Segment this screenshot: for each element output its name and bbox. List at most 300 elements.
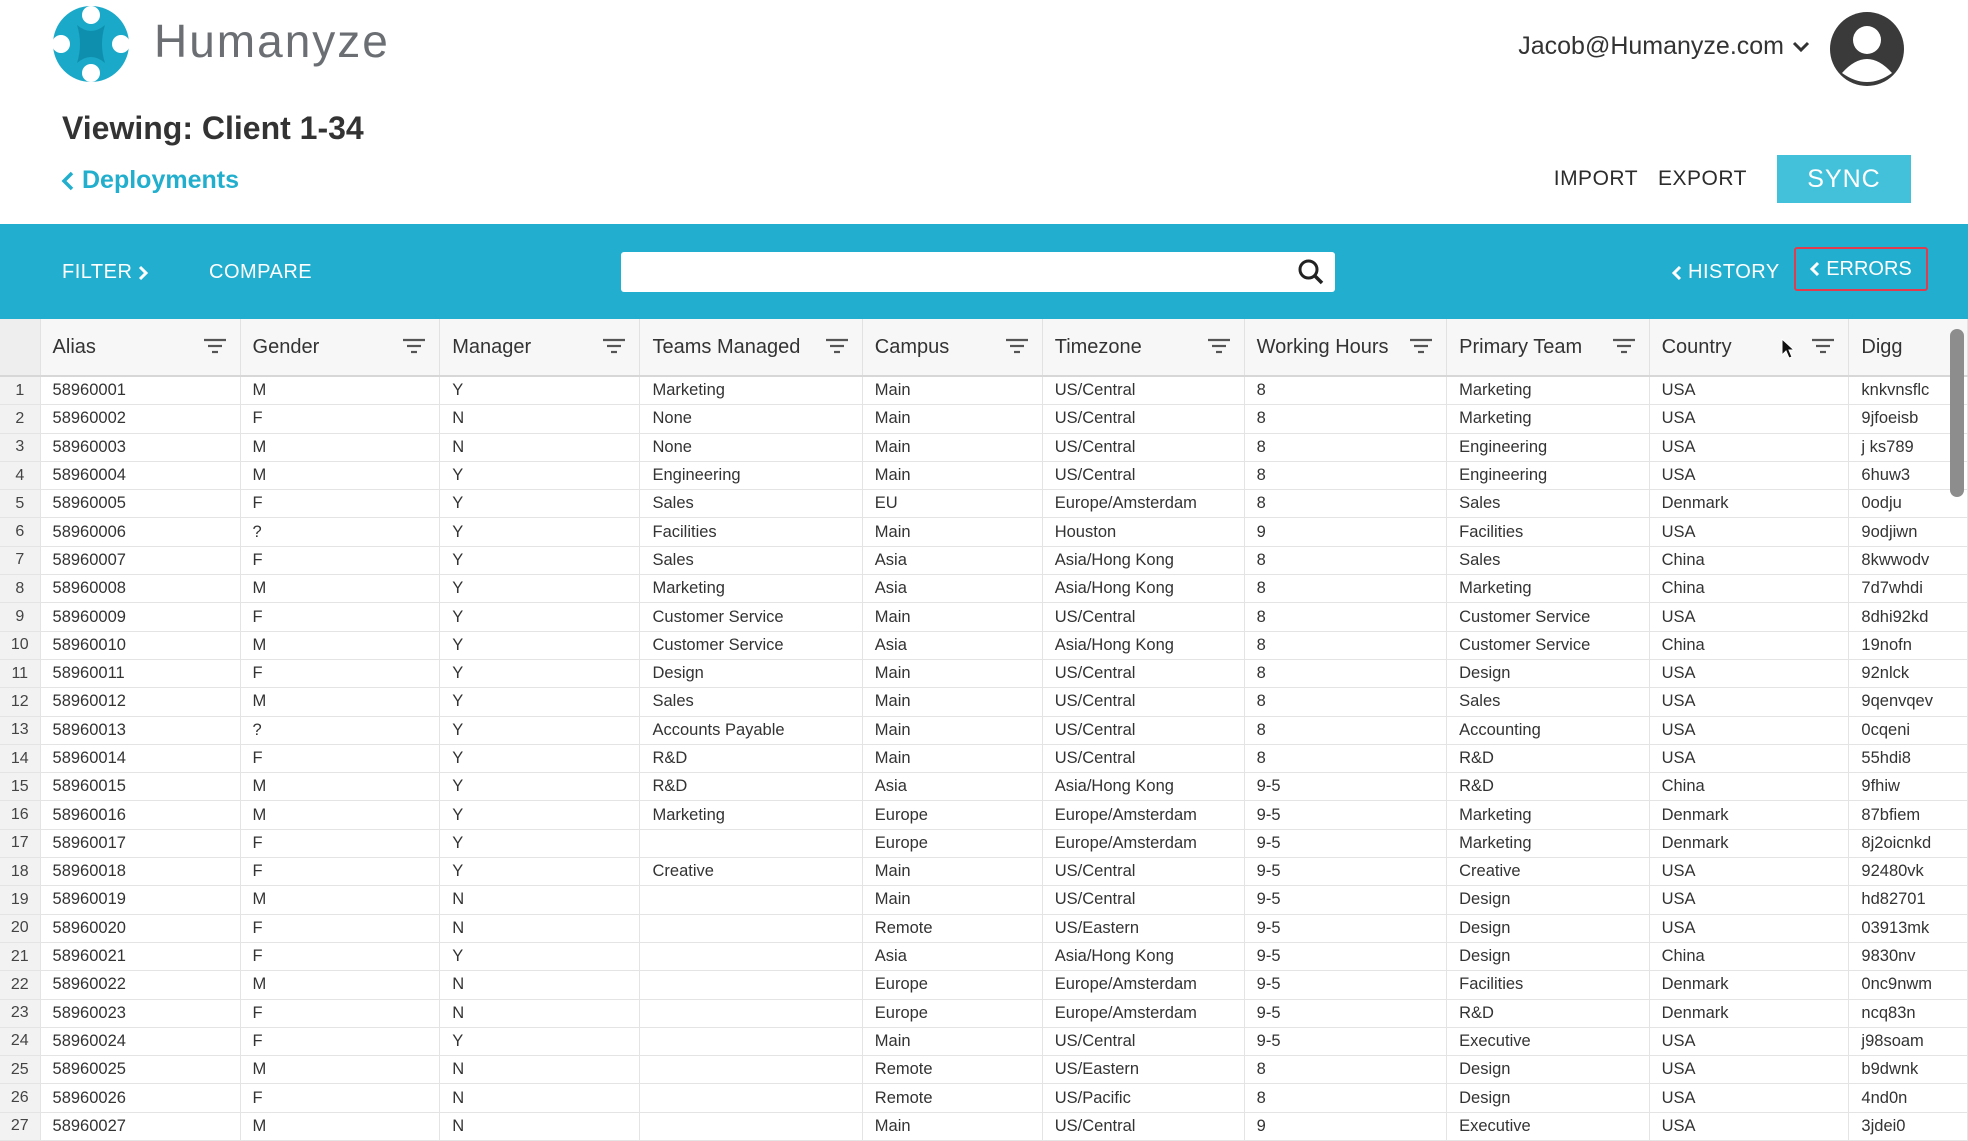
table-cell[interactable]: M <box>240 376 440 405</box>
table-cell[interactable]: 8 <box>1244 716 1446 744</box>
table-cell[interactable]: USA <box>1649 1084 1849 1112</box>
table-cell[interactable]: US/Central <box>1042 858 1244 886</box>
table-cell[interactable]: F <box>240 999 440 1027</box>
table-cell[interactable]: 7d7whdi <box>1849 575 1968 603</box>
table-cell[interactable]: Y <box>440 858 640 886</box>
table-cell[interactable]: 55hdi8 <box>1849 744 1968 772</box>
table-cell[interactable]: Asia/Hong Kong <box>1042 942 1244 970</box>
table-cell[interactable]: N <box>440 971 640 999</box>
table-cell[interactable]: US/Central <box>1042 405 1244 433</box>
table-cell[interactable]: 58960018 <box>40 858 240 886</box>
import-button[interactable]: IMPORT <box>1553 167 1639 190</box>
table-cell[interactable]: N <box>440 914 640 942</box>
table-cell[interactable]: Executive <box>1447 1027 1649 1055</box>
table-cell[interactable]: 9odjiwn <box>1849 518 1968 546</box>
table-cell[interactable] <box>640 1027 862 1055</box>
table-cell[interactable]: Customer Service <box>1447 603 1649 631</box>
table-cell[interactable]: Denmark <box>1649 999 1849 1027</box>
table-cell[interactable]: R&D <box>640 744 862 772</box>
filter-lines-icon[interactable] <box>1410 338 1432 354</box>
table-cell[interactable] <box>640 1084 862 1112</box>
table-cell[interactable]: Asia <box>862 546 1042 574</box>
table-row[interactable] <box>0 971 1968 999</box>
table-cell[interactable]: 0nc9nwm <box>1849 971 1968 999</box>
table-cell[interactable]: Executive <box>1447 1112 1649 1140</box>
table-cell[interactable]: China <box>1649 942 1849 970</box>
table-cell[interactable]: US/Pacific <box>1042 1084 1244 1112</box>
table-cell[interactable]: 9-5 <box>1244 1027 1446 1055</box>
table-cell[interactable]: Sales <box>1447 688 1649 716</box>
table-row[interactable] <box>0 631 1968 659</box>
table-cell[interactable]: M <box>240 1056 440 1084</box>
table-cell[interactable]: Design <box>1447 1084 1649 1112</box>
table-cell[interactable]: Y <box>440 518 640 546</box>
table-cell[interactable]: F <box>240 405 440 433</box>
table-cell[interactable]: 8 <box>1244 659 1446 687</box>
table-cell[interactable] <box>640 886 862 914</box>
table-cell[interactable]: US/Central <box>1042 716 1244 744</box>
table-row[interactable] <box>0 801 1968 829</box>
table-cell[interactable]: Y <box>440 376 640 405</box>
table-cell[interactable] <box>640 829 862 857</box>
table-cell[interactable]: Design <box>1447 942 1649 970</box>
table-cell[interactable]: 4nd0n <box>1849 1084 1968 1112</box>
table-cell[interactable]: 58960007 <box>40 546 240 574</box>
table-cell[interactable]: USA <box>1649 914 1849 942</box>
table-cell[interactable]: Sales <box>1447 546 1649 574</box>
table-cell[interactable]: USA <box>1649 376 1849 405</box>
table-cell[interactable]: 8 <box>1244 546 1446 574</box>
table-cell[interactable]: Main <box>862 518 1042 546</box>
table-cell[interactable]: F <box>240 603 440 631</box>
table-cell[interactable]: US/Central <box>1042 688 1244 716</box>
table-cell[interactable]: 3jdei0 <box>1849 1112 1968 1140</box>
table-cell[interactable]: Y <box>440 631 640 659</box>
column-header[interactable] <box>440 319 640 376</box>
table-row[interactable] <box>0 433 1968 461</box>
table-cell[interactable]: Y <box>440 773 640 801</box>
table-cell[interactable]: 0odju <box>1849 490 1968 518</box>
table-cell[interactable]: R&D <box>1447 744 1649 772</box>
table-cell[interactable]: US/Central <box>1042 461 1244 489</box>
table-cell[interactable]: Europe <box>862 829 1042 857</box>
table-cell[interactable]: Main <box>862 603 1042 631</box>
table-cell[interactable]: None <box>640 405 862 433</box>
table-cell[interactable]: Accounting <box>1447 716 1649 744</box>
table-cell[interactable]: Main <box>862 376 1042 405</box>
column-header[interactable] <box>862 319 1042 376</box>
table-cell[interactable]: F <box>240 829 440 857</box>
table-row[interactable] <box>0 518 1968 546</box>
table-cell[interactable]: R&D <box>1447 999 1649 1027</box>
table-cell[interactable]: 8 <box>1244 631 1446 659</box>
table-cell[interactable]: USA <box>1649 886 1849 914</box>
table-cell[interactable]: Europe/Amsterdam <box>1042 999 1244 1027</box>
table-cell[interactable]: 58960024 <box>40 1027 240 1055</box>
column-header[interactable] <box>240 319 440 376</box>
table-cell[interactable]: 9-5 <box>1244 971 1446 999</box>
table-row[interactable] <box>0 575 1968 603</box>
column-header[interactable] <box>640 319 862 376</box>
table-cell[interactable]: Facilities <box>1447 518 1649 546</box>
table-cell[interactable]: knkvnsflc <box>1849 376 1968 405</box>
sync-button[interactable]: SYNC <box>1777 155 1911 203</box>
table-cell[interactable]: Asia <box>862 575 1042 603</box>
table-cell[interactable]: Creative <box>640 858 862 886</box>
table-cell[interactable]: F <box>240 914 440 942</box>
table-cell[interactable]: USA <box>1649 659 1849 687</box>
table-cell[interactable]: F <box>240 744 440 772</box>
table-cell[interactable]: Europe <box>862 971 1042 999</box>
table-cell[interactable]: R&D <box>1447 773 1649 801</box>
table-cell[interactable]: M <box>240 433 440 461</box>
table-cell[interactable]: Marketing <box>640 575 862 603</box>
table-cell[interactable]: 9-5 <box>1244 999 1446 1027</box>
table-cell[interactable] <box>640 1112 862 1140</box>
table-cell[interactable]: USA <box>1649 433 1849 461</box>
table-row[interactable] <box>0 886 1968 914</box>
filter-lines-icon[interactable] <box>826 338 848 354</box>
table-cell[interactable]: US/Eastern <box>1042 1056 1244 1084</box>
table-cell[interactable]: 8 <box>1244 405 1446 433</box>
table-row[interactable] <box>0 1027 1968 1055</box>
table-cell[interactable]: Asia <box>862 773 1042 801</box>
table-cell[interactable]: M <box>240 886 440 914</box>
table-cell[interactable]: Y <box>440 1027 640 1055</box>
table-cell[interactable]: M <box>240 801 440 829</box>
table-cell[interactable]: 9-5 <box>1244 942 1446 970</box>
table-cell[interactable]: M <box>240 971 440 999</box>
table-cell[interactable]: 92nlck <box>1849 659 1968 687</box>
table-row[interactable] <box>0 405 1968 433</box>
table-cell[interactable]: USA <box>1649 1112 1849 1140</box>
table-cell[interactable]: USA <box>1649 688 1849 716</box>
table-cell[interactable]: N <box>440 886 640 914</box>
history-button[interactable] <box>1672 261 1780 284</box>
table-cell[interactable]: Design <box>1447 914 1649 942</box>
table-cell[interactable]: 58960021 <box>40 942 240 970</box>
table-cell[interactable]: F <box>240 659 440 687</box>
table-row[interactable] <box>0 1056 1968 1084</box>
table-cell[interactable]: 58960016 <box>40 801 240 829</box>
table-cell[interactable]: Europe/Amsterdam <box>1042 490 1244 518</box>
column-header[interactable] <box>1649 319 1849 376</box>
table-cell[interactable] <box>640 999 862 1027</box>
table-cell[interactable]: US/Central <box>1042 603 1244 631</box>
table-cell[interactable]: Marketing <box>1447 376 1649 405</box>
table-cell[interactable]: US/Central <box>1042 886 1244 914</box>
table-cell[interactable]: Europe/Amsterdam <box>1042 971 1244 999</box>
table-cell[interactable]: 58960001 <box>40 376 240 405</box>
table-cell[interactable]: Marketing <box>640 376 862 405</box>
table-cell[interactable]: Main <box>862 405 1042 433</box>
table-cell[interactable]: Main <box>862 1027 1042 1055</box>
table-cell[interactable]: China <box>1649 575 1849 603</box>
table-cell[interactable]: N <box>440 1056 640 1084</box>
table-cell[interactable]: F <box>240 546 440 574</box>
table-row[interactable] <box>0 858 1968 886</box>
table-cell[interactable]: 58960006 <box>40 518 240 546</box>
table-cell[interactable]: Sales <box>1447 490 1649 518</box>
table-cell[interactable]: 8 <box>1244 1084 1446 1112</box>
table-cell[interactable]: 58960015 <box>40 773 240 801</box>
table-cell[interactable]: USA <box>1649 1027 1849 1055</box>
table-cell[interactable]: Y <box>440 490 640 518</box>
table-cell[interactable]: 8 <box>1244 433 1446 461</box>
table-cell[interactable]: M <box>240 1112 440 1140</box>
table-cell[interactable]: 58960022 <box>40 971 240 999</box>
table-cell[interactable]: Remote <box>862 914 1042 942</box>
table-cell[interactable]: F <box>240 490 440 518</box>
table-cell[interactable]: USA <box>1649 744 1849 772</box>
table-cell[interactable]: Customer Service <box>640 631 862 659</box>
table-cell[interactable]: 58960026 <box>40 1084 240 1112</box>
table-cell[interactable]: 19nofn <box>1849 631 1968 659</box>
table-cell[interactable]: Main <box>862 858 1042 886</box>
table-cell[interactable]: 8dhi92kd <box>1849 603 1968 631</box>
table-cell[interactable]: 58960014 <box>40 744 240 772</box>
table-cell[interactable]: 58960010 <box>40 631 240 659</box>
table-cell[interactable]: US/Eastern <box>1042 914 1244 942</box>
filter-lines-icon[interactable] <box>1812 338 1834 354</box>
table-row[interactable] <box>0 744 1968 772</box>
table-cell[interactable]: b9dwnk <box>1849 1056 1968 1084</box>
table-cell[interactable]: Y <box>440 603 640 631</box>
table-cell[interactable]: US/Central <box>1042 376 1244 405</box>
table-row[interactable] <box>0 688 1968 716</box>
table-cell[interactable]: F <box>240 942 440 970</box>
table-row[interactable] <box>0 999 1968 1027</box>
table-cell[interactable]: Sales <box>640 490 862 518</box>
table-cell[interactable]: Facilities <box>1447 971 1649 999</box>
table-cell[interactable]: USA <box>1649 603 1849 631</box>
table-cell[interactable]: Main <box>862 716 1042 744</box>
table-cell[interactable]: F <box>240 1084 440 1112</box>
table-cell[interactable]: Asia/Hong Kong <box>1042 575 1244 603</box>
table-cell[interactable]: 6huw3 <box>1849 461 1968 489</box>
table-cell[interactable]: US/Central <box>1042 1112 1244 1140</box>
table-cell[interactable]: Remote <box>862 1084 1042 1112</box>
table-cell[interactable]: j ks789 <box>1849 433 1968 461</box>
table-cell[interactable]: Asia <box>862 942 1042 970</box>
table-cell[interactable]: Design <box>640 659 862 687</box>
table-cell[interactable]: 8 <box>1244 688 1446 716</box>
table-cell[interactable]: Denmark <box>1649 490 1849 518</box>
table-cell[interactable]: 58960009 <box>40 603 240 631</box>
table-cell[interactable]: 92480vk <box>1849 858 1968 886</box>
table-cell[interactable]: R&D <box>640 773 862 801</box>
user-avatar-icon[interactable] <box>1829 11 1905 87</box>
export-button[interactable]: EXPORT <box>1658 167 1747 190</box>
table-cell[interactable] <box>640 942 862 970</box>
table-cell[interactable]: 8 <box>1244 376 1446 405</box>
table-cell[interactable]: 8 <box>1244 490 1446 518</box>
table-cell[interactable]: None <box>640 433 862 461</box>
table-cell[interactable]: Y <box>440 461 640 489</box>
table-cell[interactable]: US/Central <box>1042 1027 1244 1055</box>
table-cell[interactable]: Creative <box>1447 858 1649 886</box>
humanyze-logo-icon[interactable] <box>47 5 135 83</box>
table-cell[interactable]: Main <box>862 659 1042 687</box>
table-cell[interactable]: 58960003 <box>40 433 240 461</box>
table-cell[interactable]: N <box>440 1084 640 1112</box>
table-cell[interactable]: Remote <box>862 1056 1042 1084</box>
table-cell[interactable]: Main <box>862 461 1042 489</box>
table-cell[interactable]: 9-5 <box>1244 914 1446 942</box>
table-cell[interactable] <box>640 1056 862 1084</box>
table-cell[interactable]: N <box>440 433 640 461</box>
table-cell[interactable]: 58960013 <box>40 716 240 744</box>
table-cell[interactable]: Asia <box>862 631 1042 659</box>
table-cell[interactable]: Europe/Amsterdam <box>1042 829 1244 857</box>
table-cell[interactable]: Main <box>862 688 1042 716</box>
search-input[interactable] <box>629 254 1273 292</box>
table-cell[interactable]: M <box>240 773 440 801</box>
table-cell[interactable]: 8 <box>1244 461 1446 489</box>
table-cell[interactable]: Design <box>1447 659 1649 687</box>
table-cell[interactable]: Asia/Hong Kong <box>1042 631 1244 659</box>
table-cell[interactable]: US/Central <box>1042 659 1244 687</box>
table-cell[interactable]: Y <box>440 575 640 603</box>
table-cell[interactable]: Denmark <box>1649 801 1849 829</box>
table-row[interactable] <box>0 1084 1968 1112</box>
table-row[interactable] <box>0 461 1968 489</box>
table-row[interactable] <box>0 773 1968 801</box>
table-row[interactable] <box>0 546 1968 574</box>
column-header[interactable] <box>40 319 240 376</box>
table-row[interactable] <box>0 376 1968 405</box>
filter-lines-icon[interactable] <box>1208 338 1230 354</box>
table-cell[interactable]: 03913mk <box>1849 914 1968 942</box>
table-cell[interactable]: F <box>240 1027 440 1055</box>
table-cell[interactable]: USA <box>1649 405 1849 433</box>
table-cell[interactable]: Main <box>862 1112 1042 1140</box>
table-cell[interactable]: Accounts Payable <box>640 716 862 744</box>
table-cell[interactable]: 8 <box>1244 575 1446 603</box>
table-cell[interactable]: ncq83n <box>1849 999 1968 1027</box>
table-cell[interactable]: 9qenvqev <box>1849 688 1968 716</box>
table-cell[interactable]: Houston <box>1042 518 1244 546</box>
table-cell[interactable]: EU <box>862 490 1042 518</box>
table-cell[interactable]: N <box>440 405 640 433</box>
table-row[interactable] <box>0 829 1968 857</box>
table-cell[interactable]: Y <box>440 829 640 857</box>
table-cell[interactable]: China <box>1649 773 1849 801</box>
table-cell[interactable]: China <box>1649 631 1849 659</box>
table-cell[interactable]: Customer Service <box>1447 631 1649 659</box>
table-cell[interactable]: F <box>240 858 440 886</box>
table-row[interactable] <box>0 716 1968 744</box>
table-cell[interactable]: Y <box>440 716 640 744</box>
table-cell[interactable]: Y <box>440 942 640 970</box>
table-cell[interactable]: j98soam <box>1849 1027 1968 1055</box>
table-cell[interactable]: Facilities <box>640 518 862 546</box>
table-cell[interactable]: USA <box>1649 518 1849 546</box>
table-cell[interactable]: Asia/Hong Kong <box>1042 773 1244 801</box>
table-cell[interactable]: USA <box>1649 1056 1849 1084</box>
deployments-back-link[interactable] <box>62 166 239 195</box>
table-cell[interactable]: M <box>240 688 440 716</box>
table-cell[interactable]: 58960012 <box>40 688 240 716</box>
table-cell[interactable]: Main <box>862 886 1042 914</box>
table-cell[interactable]: Marketing <box>1447 801 1649 829</box>
table-cell[interactable]: USA <box>1649 716 1849 744</box>
table-cell[interactable] <box>640 914 862 942</box>
table-cell[interactable]: Sales <box>640 546 862 574</box>
table-cell[interactable]: Main <box>862 433 1042 461</box>
errors-button[interactable] <box>1794 247 1928 291</box>
table-cell[interactable]: Marketing <box>1447 829 1649 857</box>
table-cell[interactable]: US/Central <box>1042 433 1244 461</box>
table-cell[interactable]: Denmark <box>1649 971 1849 999</box>
table-cell[interactable]: China <box>1649 546 1849 574</box>
column-header[interactable] <box>1447 319 1649 376</box>
table-cell[interactable]: Engineering <box>1447 461 1649 489</box>
filter-lines-icon[interactable] <box>1006 338 1028 354</box>
table-cell[interactable]: 8 <box>1244 1056 1446 1084</box>
table-cell[interactable]: 9fhiw <box>1849 773 1968 801</box>
table-cell[interactable]: Europe <box>862 999 1042 1027</box>
table-cell[interactable]: Y <box>440 688 640 716</box>
compare-button[interactable]: COMPARE <box>209 261 313 283</box>
table-cell[interactable]: 87bfiem <box>1849 801 1968 829</box>
table-cell[interactable]: 9-5 <box>1244 773 1446 801</box>
table-cell[interactable]: Y <box>440 546 640 574</box>
table-cell[interactable]: USA <box>1649 858 1849 886</box>
table-row[interactable] <box>0 490 1968 518</box>
table-row[interactable] <box>0 1112 1968 1140</box>
table-cell[interactable]: Marketing <box>1447 575 1649 603</box>
table-row[interactable] <box>0 659 1968 687</box>
table-cell[interactable]: Europe <box>862 801 1042 829</box>
filter-lines-icon[interactable] <box>403 338 425 354</box>
table-cell[interactable]: 8 <box>1244 744 1446 772</box>
table-cell[interactable]: ? <box>240 518 440 546</box>
table-cell[interactable]: hd82701 <box>1849 886 1968 914</box>
table-cell[interactable]: USA <box>1649 461 1849 489</box>
table-cell[interactable]: 9 <box>1244 1112 1446 1140</box>
table-cell[interactable]: 58960023 <box>40 999 240 1027</box>
table-cell[interactable]: 9-5 <box>1244 886 1446 914</box>
table-cell[interactable]: Marketing <box>1447 405 1649 433</box>
table-cell[interactable]: Design <box>1447 1056 1649 1084</box>
table-cell[interactable]: Main <box>862 744 1042 772</box>
table-cell[interactable]: M <box>240 575 440 603</box>
table-cell[interactable]: 58960025 <box>40 1056 240 1084</box>
filter-lines-icon[interactable] <box>1613 338 1635 354</box>
table-cell[interactable]: ? <box>240 716 440 744</box>
table-row[interactable] <box>0 942 1968 970</box>
column-header[interactable] <box>1244 319 1446 376</box>
filter-button[interactable] <box>62 261 148 284</box>
table-cell[interactable]: Sales <box>640 688 862 716</box>
table-cell[interactable]: 58960011 <box>40 659 240 687</box>
table-cell[interactable]: 8 <box>1244 603 1446 631</box>
table-cell[interactable]: Engineering <box>1447 433 1649 461</box>
table-cell[interactable]: 58960008 <box>40 575 240 603</box>
table-cell[interactable]: Y <box>440 744 640 772</box>
table-cell[interactable]: Y <box>440 659 640 687</box>
table-cell[interactable]: Europe/Amsterdam <box>1042 801 1244 829</box>
table-cell[interactable]: Engineering <box>640 461 862 489</box>
table-cell[interactable]: M <box>240 631 440 659</box>
table-cell[interactable]: N <box>440 999 640 1027</box>
table-cell[interactable]: 9-5 <box>1244 801 1446 829</box>
column-header[interactable] <box>1042 319 1244 376</box>
table-cell[interactable]: 9-5 <box>1244 829 1446 857</box>
table-cell[interactable]: 58960004 <box>40 461 240 489</box>
table-cell[interactable]: 9jfoeisb <box>1849 405 1968 433</box>
